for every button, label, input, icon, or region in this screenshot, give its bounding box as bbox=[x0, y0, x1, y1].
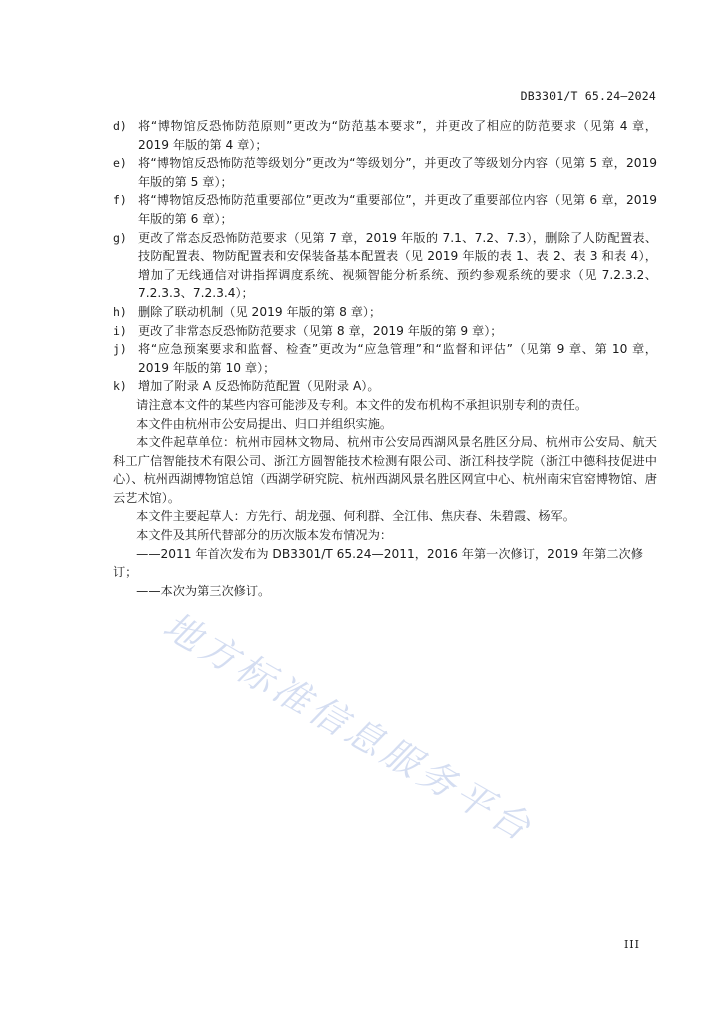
item-text: 更改了常态反恐怖防范要求（见第 7 章，2019 年版的 7.1、7.2、7.3），删除了人防配置表、技防配置表、物防配置表和安保装备基本配置表（见 2019 年版的表 1、表 2、表 3 和表 4），增加了无线通信对讲指挥调度系统、视频智能分析系统、预约参观系统的要求（见 7.2.3.2、7.2.3.3、7.2.3.4）； bbox=[138, 230, 657, 301]
change-item-d bbox=[113, 117, 657, 154]
proposer-statement: 本文件由杭州市公安局提出、归口并组织实施。 bbox=[136, 416, 393, 431]
watermark: 地方标准信息服务平台 bbox=[156, 603, 542, 852]
version-history-item: ——2011 年首次发布为 DB3301/T 65.24—2011，2016 年第一次修订，2019 年第二次修订； bbox=[113, 546, 643, 580]
item-text: 更改了非常态反恐怖防范要求（见第 8 章，2019 年版的第 9 章）； bbox=[138, 323, 503, 338]
item-label: h) bbox=[113, 304, 127, 319]
item-label: e) bbox=[113, 156, 127, 171]
change-item-g bbox=[113, 229, 657, 303]
change-item-f bbox=[113, 191, 657, 228]
item-text: 增加了附录 A 反恐怖防范配置（见附录 A）。 bbox=[138, 379, 380, 394]
item-label: j) bbox=[113, 342, 127, 357]
change-item-e bbox=[113, 154, 657, 191]
version-history-item: ——本次为第三次修订。 bbox=[136, 583, 271, 598]
item-label: d) bbox=[113, 119, 127, 133]
item-label: i) bbox=[113, 323, 127, 338]
change-item-i bbox=[113, 322, 657, 341]
item-label: k) bbox=[113, 379, 127, 394]
main-drafters: 本文件主要起草人：方先行、胡龙强、何利群、全江伟、焦庆春、朱碧霞、杨军。 bbox=[136, 509, 575, 524]
change-item-k bbox=[113, 377, 657, 396]
item-text: 将“博物馆反恐怖防范重要部位”更改为“重要部位”，并更改了重要部位内容（见第 6 章，2019 年版的第 6 章）； bbox=[138, 193, 657, 226]
foreword-content bbox=[113, 117, 657, 600]
change-item-j bbox=[113, 340, 657, 377]
drafting-units: 本文件起草单位：杭州市园林文物局、杭州市公安局西湖风景名胜区分局、杭州市公安局、航天科工广信智能技术有限公司、浙江方圆智能技术检测有限公司、浙江科技学院（浙江中德科技促进中心）、杭州西湖博物馆总馆（西湖学研究院、杭州西湖风景名胜区网宣中心、杭州南宋官窑博物馆、唐云艺术馆）。 bbox=[113, 435, 657, 505]
item-text: 将“博物馆反恐怖防范原则”更改为“防范基本要求”，并更改了相应的防范要求（见第 4 章，2019 年版的第 4 章）； bbox=[138, 119, 657, 152]
document-code: DB3301/T 65.24—2024 bbox=[520, 89, 656, 103]
item-label: f) bbox=[113, 193, 127, 208]
item-label: g) bbox=[113, 230, 127, 245]
item-text: 将“博物馆反恐怖防范等级划分”更改为“等级划分”，并更改了等级划分内容（见第 5 章，2019 年版的第 5 章）； bbox=[138, 156, 657, 189]
item-text: 将“应急预案要求和监督、检查”更改为“应急管理”和“监督和评估”（见第 9 章、第 10 章，2019 年版的第 10 章）； bbox=[138, 342, 657, 375]
page-number: III bbox=[623, 938, 640, 951]
change-item-h bbox=[113, 303, 657, 322]
item-text: 删除了联动机制（见 2019 年版的第 8 章）； bbox=[138, 304, 382, 319]
version-history-intro: 本文件及其所代替部分的历次版本发布情况为： bbox=[136, 528, 393, 543]
patent-notice: 请注意本文件的某些内容可能涉及专利。本文件的发布机构不承担识别专利的责任。 bbox=[136, 397, 588, 412]
